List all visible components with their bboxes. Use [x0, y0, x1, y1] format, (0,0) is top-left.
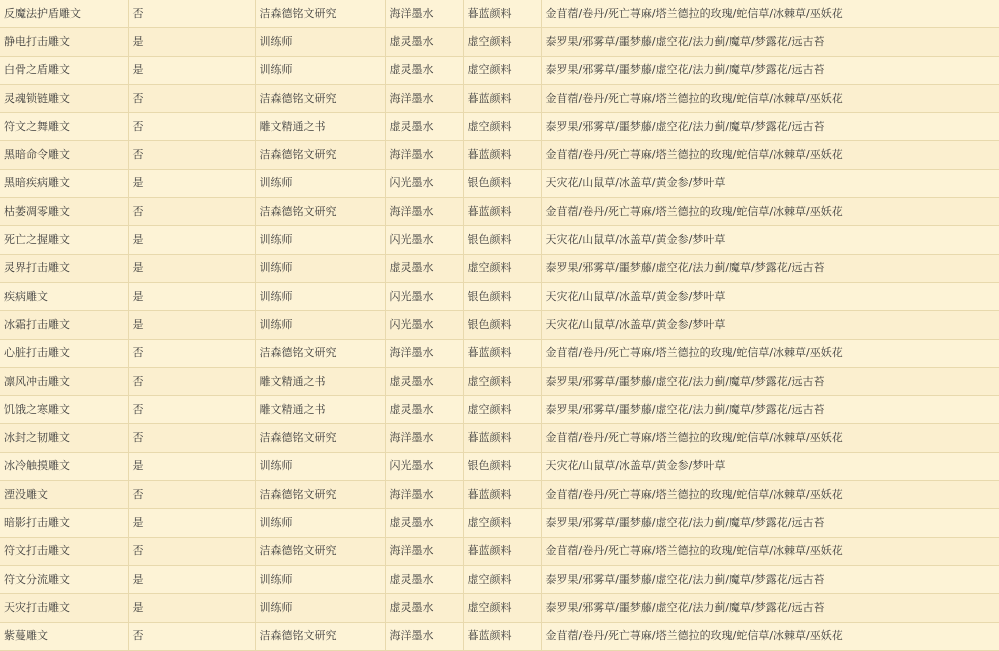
herbs-cell: 泰罗果/邪雾草/噩梦藤/虚空花/法力蓟/魔草/梦露花/远古苔	[541, 367, 999, 395]
pigment-cell: 暮蓝颜料	[463, 0, 541, 28]
auto-learn-cell: 否	[128, 622, 255, 650]
herbs-cell: 天灾花/山鼠草/冰盖草/黄金参/梦叶草	[541, 169, 999, 197]
table-row	[0, 537, 999, 565]
auto-learn-cell: 是	[128, 254, 255, 282]
source-cell: 洁森德铭文研究	[255, 0, 385, 28]
herbs-cell: 天灾花/山鼠草/冰盖草/黄金参/梦叶草	[541, 282, 999, 310]
glyph-name-cell: 凛风冲击雕文	[0, 367, 128, 395]
source-cell: 训练师	[255, 311, 385, 339]
source-cell: 训练师	[255, 28, 385, 56]
glyph-name-cell: 符文分流雕文	[0, 565, 128, 593]
ink-cell: 虚灵墨水	[385, 565, 463, 593]
glyph-name-cell: 冰霜打击雕文	[0, 311, 128, 339]
herbs-cell: 天灾花/山鼠草/冰盖草/黄金参/梦叶草	[541, 452, 999, 480]
pigment-cell: 银色颜料	[463, 452, 541, 480]
source-cell: 洁森德铭文研究	[255, 339, 385, 367]
glyph-name-cell: 静电打击雕文	[0, 28, 128, 56]
herbs-cell: 泰罗果/邪雾草/噩梦藤/虚空花/法力蓟/魔草/梦露花/远古苔	[541, 254, 999, 282]
herbs-cell: 泰罗果/邪雾草/噩梦藤/虚空花/法力蓟/魔草/梦露花/远古苔	[541, 565, 999, 593]
source-cell: 雕文精通之书	[255, 113, 385, 141]
pigment-cell: 虚空颜料	[463, 396, 541, 424]
source-cell: 洁森德铭文研究	[255, 481, 385, 509]
auto-learn-cell: 是	[128, 28, 255, 56]
table-row	[0, 198, 999, 226]
table-row	[0, 311, 999, 339]
herbs-cell: 泰罗果/邪雾草/噩梦藤/虚空花/法力蓟/魔草/梦露花/远古苔	[541, 594, 999, 622]
herbs-cell: 泰罗果/邪雾草/噩梦藤/虚空花/法力蓟/魔草/梦露花/远古苔	[541, 56, 999, 84]
source-cell: 训练师	[255, 169, 385, 197]
source-cell: 训练师	[255, 254, 385, 282]
ink-cell: 闪光墨水	[385, 311, 463, 339]
glyph-name-cell: 疾病雕文	[0, 282, 128, 310]
pigment-cell: 暮蓝颜料	[463, 339, 541, 367]
table-row	[0, 141, 999, 169]
herbs-cell: 金苜蓿/卷丹/死亡荨麻/塔兰德拉的玫瑰/蛇信草/冰棘草/巫妖花	[541, 0, 999, 28]
ink-cell: 闪光墨水	[385, 452, 463, 480]
source-cell: 训练师	[255, 509, 385, 537]
herbs-cell: 泰罗果/邪雾草/噩梦藤/虚空花/法力蓟/魔草/梦露花/远古苔	[541, 396, 999, 424]
ink-cell: 海洋墨水	[385, 424, 463, 452]
pigment-cell: 虚空颜料	[463, 113, 541, 141]
glyph-name-cell: 紫蔓雕文	[0, 622, 128, 650]
glyph-name-cell: 冰封之韧雕文	[0, 424, 128, 452]
ink-cell: 海洋墨水	[385, 481, 463, 509]
herbs-cell: 泰罗果/邪雾草/噩梦藤/虚空花/法力蓟/魔草/梦露花/远古苔	[541, 113, 999, 141]
auto-learn-cell: 是	[128, 509, 255, 537]
pigment-cell: 暮蓝颜料	[463, 424, 541, 452]
auto-learn-cell: 是	[128, 226, 255, 254]
pigment-cell: 虚空颜料	[463, 28, 541, 56]
source-cell: 训练师	[255, 226, 385, 254]
herbs-cell: 泰罗果/邪雾草/噩梦藤/虚空花/法力蓟/魔草/梦露花/远古苔	[541, 509, 999, 537]
glyph-name-cell: 白骨之盾雕文	[0, 56, 128, 84]
source-cell: 洁森德铭文研究	[255, 84, 385, 112]
table-row	[0, 56, 999, 84]
glyph-name-cell: 黑暗命令雕文	[0, 141, 128, 169]
herbs-cell: 泰罗果/邪雾草/噩梦藤/虚空花/法力蓟/魔草/梦露花/远古苔	[541, 28, 999, 56]
table-row	[0, 509, 999, 537]
pigment-cell: 暮蓝颜料	[463, 537, 541, 565]
auto-learn-cell: 是	[128, 565, 255, 593]
table-row	[0, 339, 999, 367]
ink-cell: 虚灵墨水	[385, 367, 463, 395]
table-row	[0, 226, 999, 254]
source-cell: 训练师	[255, 282, 385, 310]
source-cell: 洁森德铭文研究	[255, 141, 385, 169]
auto-learn-cell: 否	[128, 84, 255, 112]
table-row	[0, 594, 999, 622]
herbs-cell: 金苜蓿/卷丹/死亡荨麻/塔兰德拉的玫瑰/蛇信草/冰棘草/巫妖花	[541, 424, 999, 452]
source-cell: 洁森德铭文研究	[255, 198, 385, 226]
auto-learn-cell: 否	[128, 113, 255, 141]
source-cell: 雕文精通之书	[255, 396, 385, 424]
auto-learn-cell: 否	[128, 367, 255, 395]
pigment-cell: 暮蓝颜料	[463, 622, 541, 650]
herbs-cell: 金苜蓿/卷丹/死亡荨麻/塔兰德拉的玫瑰/蛇信草/冰棘草/巫妖花	[541, 537, 999, 565]
glyph-name-cell: 符文之舞雕文	[0, 113, 128, 141]
pigment-cell: 暮蓝颜料	[463, 141, 541, 169]
herbs-cell: 金苜蓿/卷丹/死亡荨麻/塔兰德拉的玫瑰/蛇信草/冰棘草/巫妖花	[541, 141, 999, 169]
source-cell: 训练师	[255, 452, 385, 480]
glyph-name-cell: 符文打击雕文	[0, 537, 128, 565]
ink-cell: 虚灵墨水	[385, 254, 463, 282]
ink-cell: 虚灵墨水	[385, 594, 463, 622]
table-row	[0, 622, 999, 650]
table-row	[0, 424, 999, 452]
pigment-cell: 暮蓝颜料	[463, 481, 541, 509]
glyph-name-cell: 黑暗疾病雕文	[0, 169, 128, 197]
glyph-name-cell: 暗影打击雕文	[0, 509, 128, 537]
herbs-cell: 金苜蓿/卷丹/死亡荨麻/塔兰德拉的玫瑰/蛇信草/冰棘草/巫妖花	[541, 339, 999, 367]
source-cell: 洁森德铭文研究	[255, 622, 385, 650]
pigment-cell: 银色颜料	[463, 169, 541, 197]
ink-cell: 海洋墨水	[385, 339, 463, 367]
source-cell: 训练师	[255, 594, 385, 622]
table-row	[0, 452, 999, 480]
auto-learn-cell: 是	[128, 282, 255, 310]
auto-learn-cell: 否	[128, 537, 255, 565]
pigment-cell: 虚空颜料	[463, 594, 541, 622]
source-cell: 训练师	[255, 56, 385, 84]
auto-learn-cell: 否	[128, 339, 255, 367]
table-row	[0, 84, 999, 112]
pigment-cell: 虚空颜料	[463, 254, 541, 282]
ink-cell: 虚灵墨水	[385, 28, 463, 56]
glyph-name-cell: 天灾打击雕文	[0, 594, 128, 622]
auto-learn-cell: 是	[128, 594, 255, 622]
herbs-cell: 金苜蓿/卷丹/死亡荨麻/塔兰德拉的玫瑰/蛇信草/冰棘草/巫妖花	[541, 84, 999, 112]
pigment-cell: 虚空颜料	[463, 367, 541, 395]
auto-learn-cell: 否	[128, 481, 255, 509]
ink-cell: 虚灵墨水	[385, 396, 463, 424]
auto-learn-cell: 否	[128, 424, 255, 452]
pigment-cell: 暮蓝颜料	[463, 198, 541, 226]
ink-cell: 虚灵墨水	[385, 509, 463, 537]
table-row	[0, 254, 999, 282]
ink-cell: 闪光墨水	[385, 282, 463, 310]
ink-cell: 海洋墨水	[385, 141, 463, 169]
pigment-cell: 银色颜料	[463, 226, 541, 254]
ink-cell: 海洋墨水	[385, 0, 463, 28]
table-row	[0, 565, 999, 593]
pigment-cell: 虚空颜料	[463, 509, 541, 537]
auto-learn-cell: 是	[128, 311, 255, 339]
glyph-name-cell: 心脏打击雕文	[0, 339, 128, 367]
glyph-name-cell: 冰冷触摸雕文	[0, 452, 128, 480]
pigment-cell: 银色颜料	[463, 282, 541, 310]
table-row	[0, 113, 999, 141]
auto-learn-cell: 否	[128, 396, 255, 424]
herbs-cell: 金苜蓿/卷丹/死亡荨麻/塔兰德拉的玫瑰/蛇信草/冰棘草/巫妖花	[541, 622, 999, 650]
auto-learn-cell: 否	[128, 198, 255, 226]
herbs-cell: 金苜蓿/卷丹/死亡荨麻/塔兰德拉的玫瑰/蛇信草/冰棘草/巫妖花	[541, 198, 999, 226]
table-row	[0, 28, 999, 56]
table-row	[0, 169, 999, 197]
glyph-name-cell: 湮没雕文	[0, 481, 128, 509]
auto-learn-cell: 是	[128, 56, 255, 84]
table-row	[0, 367, 999, 395]
glyph-name-cell: 枯萎凋零雕文	[0, 198, 128, 226]
glyph-name-cell: 反魔法护盾雕文	[0, 0, 128, 28]
glyph-name-cell: 饥饿之寒雕文	[0, 396, 128, 424]
ink-cell: 海洋墨水	[385, 622, 463, 650]
ink-cell: 虚灵墨水	[385, 56, 463, 84]
auto-learn-cell: 是	[128, 169, 255, 197]
ink-cell: 虚灵墨水	[385, 113, 463, 141]
table-row	[0, 282, 999, 310]
auto-learn-cell: 是	[128, 452, 255, 480]
pigment-cell: 暮蓝颜料	[463, 84, 541, 112]
herbs-cell: 金苜蓿/卷丹/死亡荨麻/塔兰德拉的玫瑰/蛇信草/冰棘草/巫妖花	[541, 481, 999, 509]
auto-learn-cell: 否	[128, 141, 255, 169]
table-row	[0, 0, 999, 28]
table-row	[0, 396, 999, 424]
pigment-cell: 银色颜料	[463, 311, 541, 339]
herbs-cell: 天灾花/山鼠草/冰盖草/黄金参/梦叶草	[541, 226, 999, 254]
source-cell: 训练师	[255, 565, 385, 593]
glyph-name-cell: 灵魂锁链雕文	[0, 84, 128, 112]
ink-cell: 闪光墨水	[385, 169, 463, 197]
table-row	[0, 481, 999, 509]
glyph-name-cell: 灵界打击雕文	[0, 254, 128, 282]
glyph-name-cell: 死亡之握雕文	[0, 226, 128, 254]
source-cell: 洁森德铭文研究	[255, 424, 385, 452]
pigment-cell: 虚空颜料	[463, 565, 541, 593]
ink-cell: 海洋墨水	[385, 537, 463, 565]
auto-learn-cell: 否	[128, 0, 255, 28]
source-cell: 雕文精通之书	[255, 367, 385, 395]
herbs-cell: 天灾花/山鼠草/冰盖草/黄金参/梦叶草	[541, 311, 999, 339]
ink-cell: 海洋墨水	[385, 198, 463, 226]
source-cell: 洁森德铭文研究	[255, 537, 385, 565]
ink-cell: 海洋墨水	[385, 84, 463, 112]
ink-cell: 闪光墨水	[385, 226, 463, 254]
pigment-cell: 虚空颜料	[463, 56, 541, 84]
